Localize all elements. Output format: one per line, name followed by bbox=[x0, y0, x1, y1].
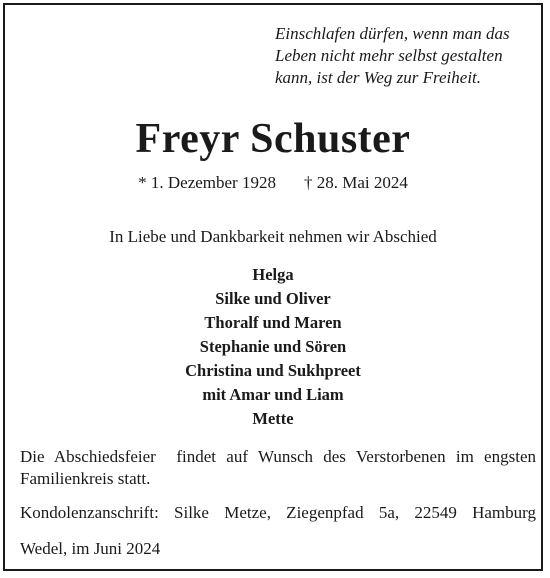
obituary-frame bbox=[3, 3, 543, 571]
quote-line: Einschlafen dürfen, wenn man das bbox=[275, 24, 510, 43]
farewell-intro: In Liebe und Dankbarkeit nehmen wir Abschied bbox=[109, 227, 437, 246]
life-dates bbox=[5, 172, 541, 194]
quote-line: Leben nicht mehr selbst gestalten bbox=[275, 46, 503, 65]
mourner-name: Silke und Oliver bbox=[215, 289, 331, 308]
death-date: † 28. Mai 2024 bbox=[303, 173, 408, 192]
birth-date: * 1. Dezember 1928 bbox=[138, 173, 276, 192]
place-and-date: Wedel, im Juni 2024 bbox=[20, 539, 161, 558]
mourner-name: Mette bbox=[252, 409, 294, 428]
mourner-name: mit Amar und Liam bbox=[202, 385, 344, 404]
epigraph-quote bbox=[275, 23, 543, 89]
deceased-name: Freyr Schuster bbox=[135, 116, 411, 162]
mourner-name: Stephanie und Sören bbox=[199, 337, 347, 356]
mourner-name: Christina und Sukhpreet bbox=[185, 361, 361, 380]
condolence-address: Kondolenzanschrift: Silke Metze, Ziegenpfad 5a, 22549 Hamburg bbox=[20, 503, 536, 522]
ceremony-notice: Die Abschiedsfeier findet auf Wunsch des Verstorbenen im engsten Familienkreis statt. bbox=[20, 447, 541, 488]
mourner-name: Helga bbox=[252, 265, 294, 284]
mourners-list bbox=[5, 263, 541, 431]
quote-line: kann, ist der Weg zur Freiheit. bbox=[275, 68, 482, 87]
mourner-name: Thoralf und Maren bbox=[204, 313, 342, 332]
